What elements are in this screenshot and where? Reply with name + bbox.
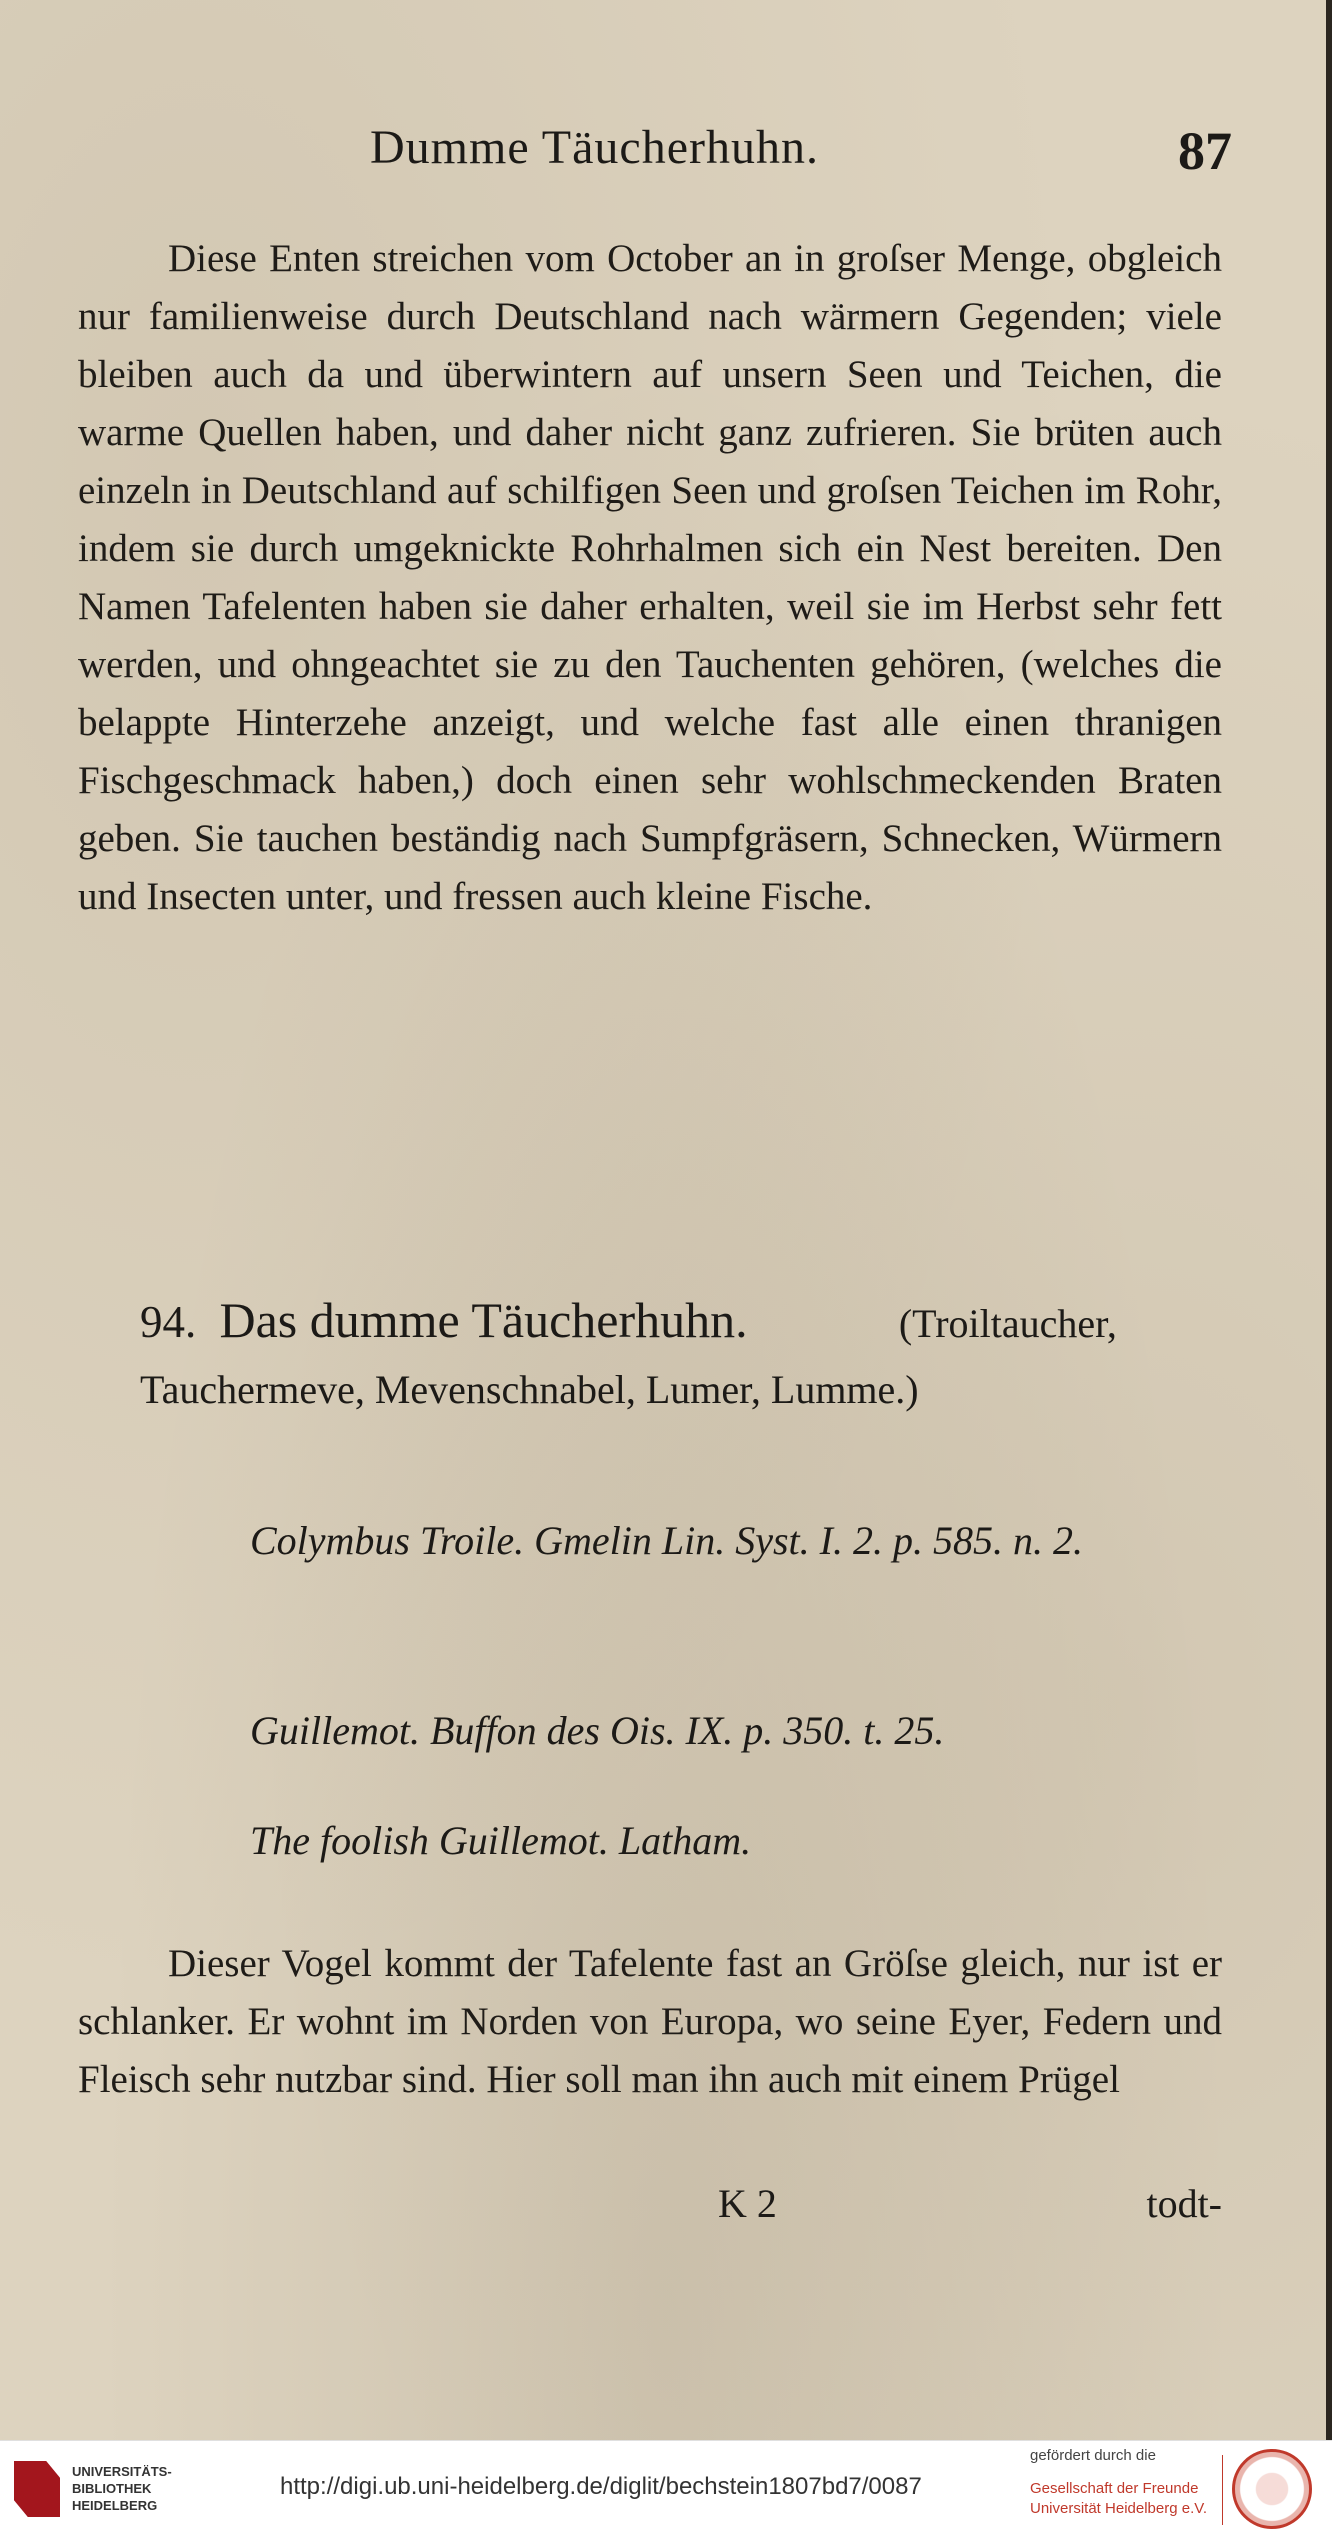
paragraph-text: Dieser Vogel kommt der Tafelente fast an Gröſse gleich, nur ist er schlanker. Er wohnt im Norden von Europa, wo seine Eyer, Federn und Fleisch sehr nutzbar sind. Hier soll man ihn auch mit einem Prügel [78, 1942, 1222, 2101]
entry-aliases: (Troiltaucher, Tauchermeve, Mevenschnabel, Lumer, Lumme.) [140, 1301, 1117, 1412]
university-seal-icon [1232, 2449, 1312, 2529]
university-logo-icon [14, 2461, 60, 2517]
funded-by-label: gefördert durch die [1030, 2447, 1156, 2464]
body-paragraph-1 [78, 230, 1222, 926]
institution-name: UNIVERSITÄTS-BIBLIOTHEK HEIDELBERG [72, 2464, 172, 2513]
entry-number: 94. [140, 1297, 197, 1347]
page-edge-shadow [1326, 0, 1332, 2440]
society-name: Gesellschaft der Freunde Universität Heidelberg e.V. [1030, 2480, 1208, 2517]
footer-bar [0, 2440, 1332, 2537]
catchword: todt- [1146, 2181, 1222, 2226]
running-head: Dumme Täucherhuhn. [370, 121, 819, 174]
entry-title: Das dumme Täucherhuhn. [219, 1292, 748, 1348]
footer-divider [1222, 2455, 1223, 2525]
signature-mark: K 2 [718, 2181, 777, 2226]
synonym-gmelin: Colymbus Troile. Gmelin Lin. Syst. I. 2. p. 585. n. 2. [250, 1518, 1083, 1563]
paragraph-text: Diese Enten streichen vom October an in groſser Menge, obgleich nur familienweise durch Deutschland nach wärmern Gegenden; viele bleiben auch da und überwintern auf unsern Seen und Teichen, die warme Quellen haben, und daher nicht ganz zufrieren. Sie brüten auch einzeln in Deutschland auf schilfigen Seen und groſsen Teichen im Rohr, indem sie durch umgeknickte Rohrhalmen sich ein Nest bereiten. Den Namen Tafelenten haben sie daher erhalten, weil sie im Herbst sehr fett werden, und ohngeachtet sie zu den Tauchenten gehören, (welches die belappte Hinterzehe anzeigt, und welche fast alle einen thranigen Fischgeschmack haben,) doch einen sehr wohlschmeckenden Braten geben. Sie tauchen beständig nach Sumpfgräsern, Schnecken, Würmern und Insecten unter, und fressen auch kleine Fische. [78, 237, 1222, 918]
synonym-buffon: Guillemot. Buffon des Ois. IX. p. 350. t. 25. [250, 1708, 945, 1753]
page-number: 87 [1178, 121, 1232, 181]
permalink-url[interactable]: http://digi.ub.uni-heidelberg.de/diglit/bechstein1807bd7/0087 [280, 2473, 922, 2500]
entry-heading [140, 1288, 1232, 1422]
synonym-latham: The foolish Guillemot. Latham. [250, 1818, 752, 1863]
body-paragraph-2 [78, 1935, 1222, 2109]
signature-line [78, 2180, 1222, 2240]
page-header [370, 120, 1232, 200]
